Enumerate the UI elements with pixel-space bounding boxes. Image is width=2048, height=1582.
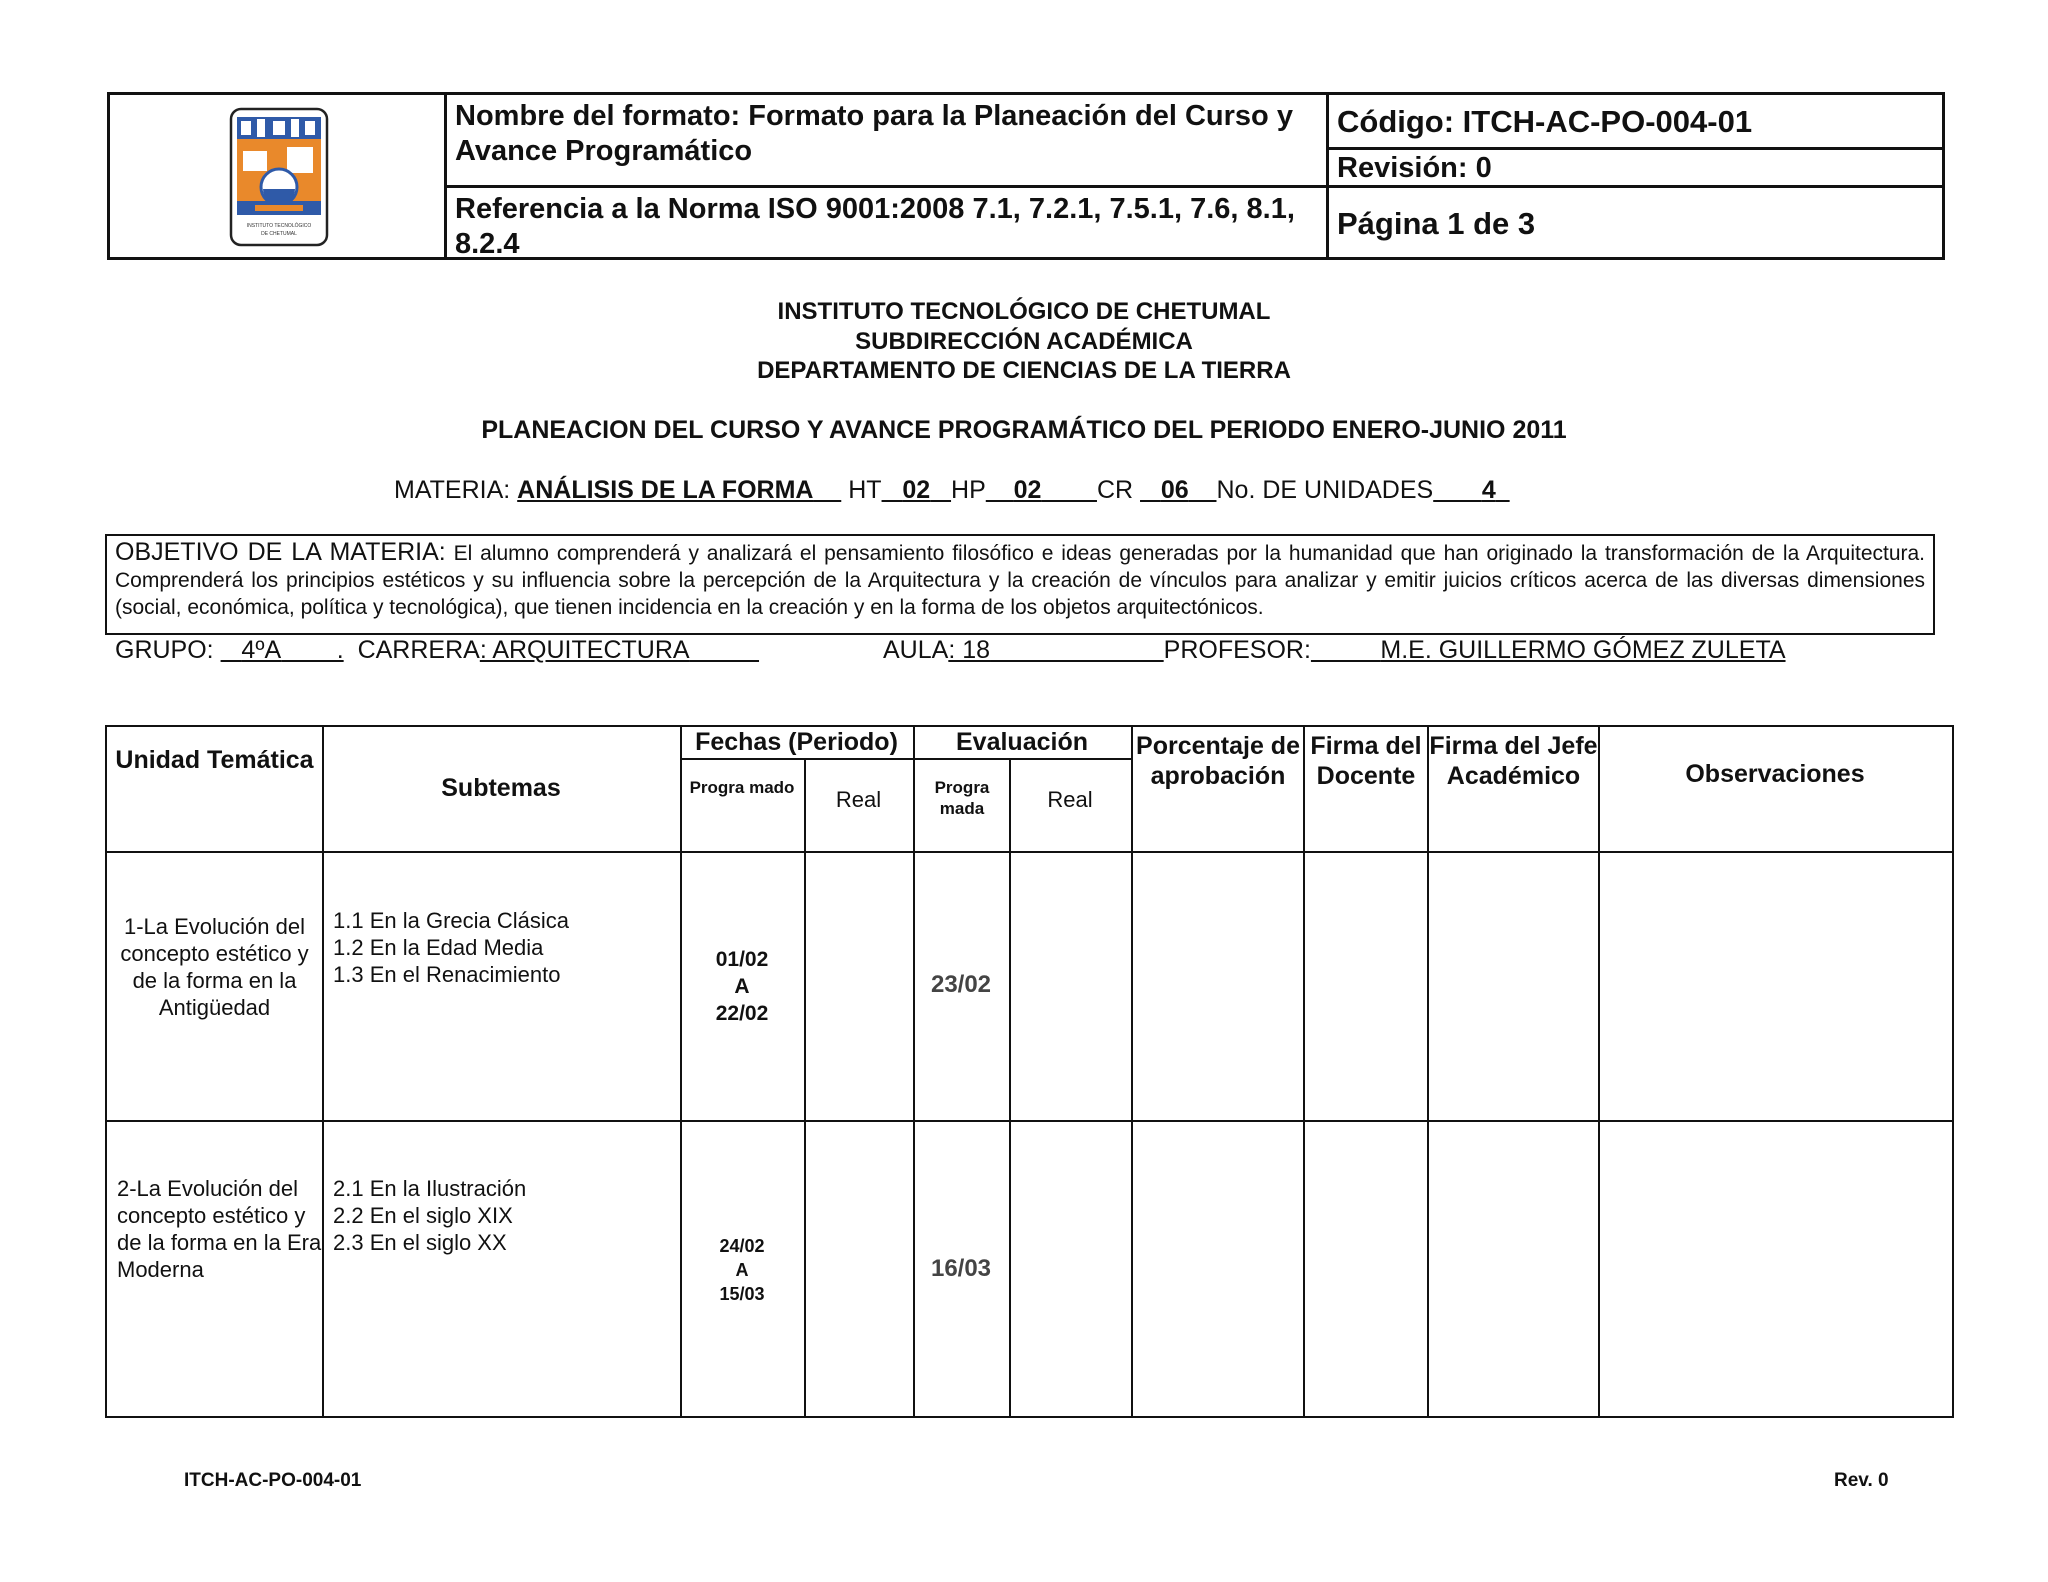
logo-cell [110, 95, 447, 257]
planning-table [105, 725, 1954, 1418]
cr-label: CR [1096, 476, 1141, 504]
header-real-evaluacion: Real [1047, 787, 1093, 812]
header-unidad: Unidad Temática [115, 746, 314, 774]
footer-code: ITCH-AC-PO-004-01 [184, 1470, 362, 1491]
row1-unidad: 1-La Evolución del concepto estético y de la forma en la Antigüedad [120, 914, 309, 1020]
row2-fecha-programada [680, 1234, 804, 1306]
row1-subtemas [333, 907, 673, 988]
row2-fecha-fin: 15/03 [719, 1284, 765, 1304]
header-firma-jefe: Firma del Jefe Académico [1429, 732, 1598, 790]
row2-subtema-2: 2.2 En el siglo XIX [333, 1203, 513, 1228]
header-evaluacion: Evaluación [956, 728, 1088, 756]
header-porcentaje: Porcentaje de aprobación [1136, 732, 1300, 790]
row2-evaluacion-programada: 16/03 [930, 1255, 992, 1282]
row1-subtema-2: 1.2 En la Edad Media [333, 935, 544, 960]
revision: Revisión: 0 [1329, 150, 1945, 188]
units-value: 4 [1481, 476, 1496, 504]
objective-box [105, 534, 1935, 635]
header-subtemas: Subtemas [441, 774, 561, 802]
subdirection: SUBDIRECCIÓN ACADÉMICA [855, 328, 1193, 355]
carrera-value: : ARQUITECTURA [479, 636, 690, 664]
materia-value: ANÁLISIS DE LA FORMA [517, 476, 814, 504]
row1-fecha-fin: 22/02 [715, 1002, 769, 1025]
grupo-label: GRUPO: [115, 636, 221, 664]
iso-reference: Referencia a la Norma ISO 9001:2008 7.1, 7.2.1, 7.5.1, 7.6, 8.1, 8.2.4 [455, 193, 1295, 260]
ht-label: HT [848, 476, 882, 504]
footer-revision: Rev. 0 [1834, 1470, 1889, 1491]
row1-fecha-inicio: 01/02 [715, 948, 769, 971]
aula-label: AULA [883, 636, 949, 664]
row2-subtema-3: 2.3 En el siglo XX [333, 1230, 507, 1255]
objective-text: El alumno comprenderá y analizará el pensamiento filosófico e ideas generadas por la humanidad que han originado la transformación de la Arquitectura. Comprenderá los principios estéticos y su influencia sobre la percepción de la Arquitectura y la creación de vínculos para analizar y emitir juicios críticos acerca de las diversas dimensiones (social, económica, política y tecnológica), que tienen incidencia en la creación y en la forma de los objetos arquitectónicos. [115, 542, 1926, 619]
group-line: GRUPO: 4ºA . CARRERA: ARQUITECTURA [115, 636, 690, 664]
row2-subtema-1: 2.1 En la Ilustración [333, 1176, 527, 1201]
subject-line [394, 476, 1510, 505]
header-fechas: Fechas (Periodo) [695, 728, 898, 756]
page-title: PLANEACION DEL CURSO Y AVANCE PROGRAMÁTICO DEL PERIODO ENERO-JUNIO 2011 [481, 416, 1567, 444]
document-header [107, 92, 1945, 260]
hp-label: HP [951, 476, 986, 504]
row2-unidad: 2-La Evolución del concepto estético y de la forma en la Era Moderna [117, 1176, 322, 1282]
materia-label: MATERIA: [394, 476, 518, 504]
format-code: Código: ITCH-AC-PO-004-01 [1329, 95, 1945, 150]
header-firma-docente: Firma del Docente [1310, 732, 1422, 790]
row1-subtema-3: 1.3 En el Renacimiento [333, 962, 561, 987]
page-number: Página 1 de 3 [1337, 206, 1536, 241]
row1-fecha-a: A [734, 975, 750, 998]
logo-caption-1: INSTITUTO TECNOLÓGICO [246, 223, 312, 229]
format-name: Nombre del formato: Formato para la Planeación del Curso y Avance Programático [447, 95, 1326, 188]
department: DEPARTAMENTO DE CIENCIAS DE LA TIERRA [757, 357, 1291, 384]
carrera-label: CARRERA [357, 636, 480, 664]
ht-value: 02 [902, 476, 931, 504]
profesor-label: PROFESOR: [1163, 636, 1311, 664]
header-programado: Progra mado [689, 778, 795, 797]
aula-value: : 18 [948, 636, 991, 664]
objective-label: OBJETIVO DE LA MATERIA: [115, 538, 446, 566]
cr-value: 06 [1160, 476, 1189, 504]
header-real-fechas: Real [835, 787, 882, 812]
row2-subtemas [333, 1175, 673, 1256]
institute-logo-icon [229, 107, 329, 247]
row2-fecha-inicio: 24/02 [719, 1236, 765, 1256]
row2-fecha-a: A [735, 1260, 749, 1280]
header-programada: Progra mada [934, 778, 990, 818]
institution-name: INSTITUTO TECNOLÓGICO DE CHETUMAL [777, 298, 1271, 325]
hp-value: 02 [1013, 476, 1042, 504]
row1-evaluacion-programada: 23/02 [930, 971, 992, 998]
header-observaciones: Observaciones [1685, 760, 1865, 788]
grupo-value: 4ºA [241, 636, 282, 664]
aula-line [883, 636, 1786, 665]
logo-caption-2: DE CHETUMAL [261, 231, 297, 237]
units-label: No. DE UNIDADES [1216, 476, 1434, 504]
profesor-value: M.E. GUILLERMO GÓMEZ ZULETA [1380, 636, 1786, 664]
row1-subtema-1: 1.1 En la Grecia Clásica [333, 908, 569, 933]
row1-fecha-programada [680, 946, 804, 1027]
